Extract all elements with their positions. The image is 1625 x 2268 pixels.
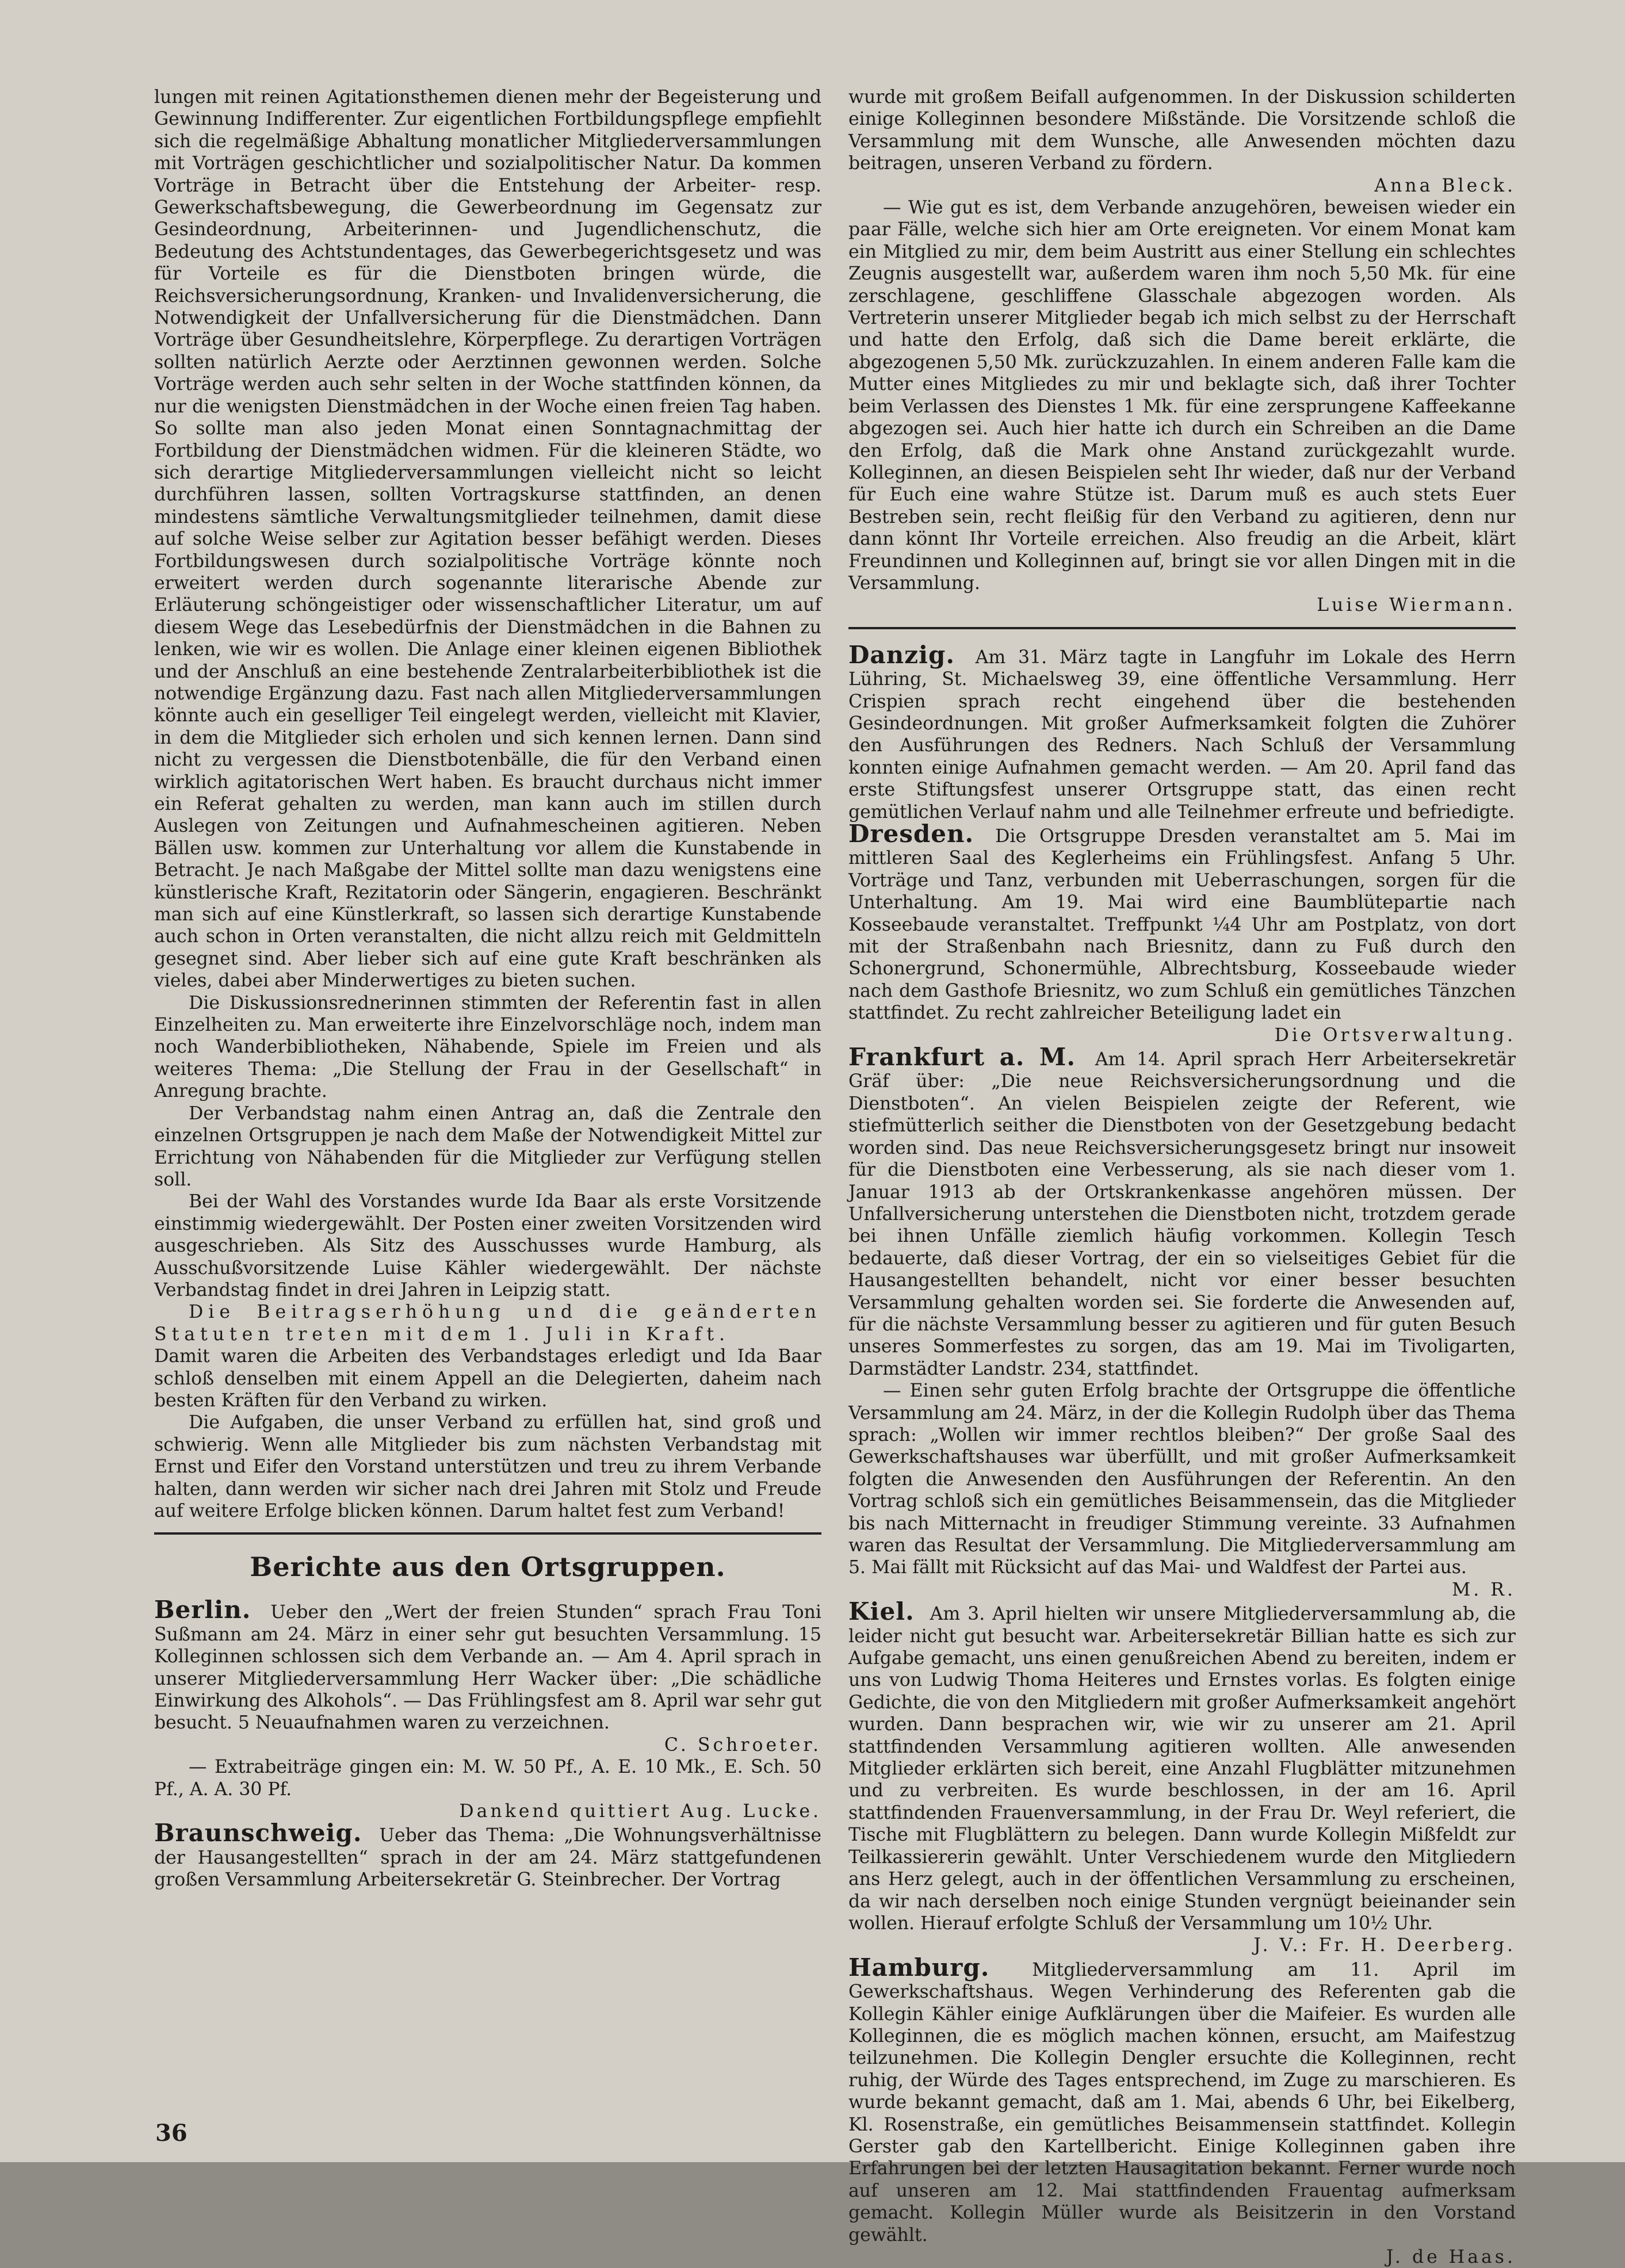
- report-heading: Danzig.: [848, 640, 955, 669]
- report-signature: M. R.: [1451, 1579, 1516, 1600]
- paragraph: Der Verbandstag nahm einen Antrag an, daß die Zentrale den einzelnen Ortsgruppen je nach dem Maße der Notwendigkeit Mittel zur Errichtung von Nähabenden für die Mitglieder zur Verfügung stellen soll.: [154, 1103, 821, 1190]
- report-divider: [848, 627, 1516, 629]
- report-heading: Frankfurt a. M.: [848, 1043, 1076, 1072]
- report-signature: Anna Bleck.: [1374, 175, 1516, 196]
- report-braunschweig: [154, 1819, 821, 1891]
- report-text: Am 14. April sprach Herr Arbeitersekretär Gräf über: „Die neue Reichsversicherungsordnung und die Dienstboten“. An vielen Beispielen zeigte der Referent, wie stiefmütterlich seither die Dienstboten von der Gesetzgebung bedacht worden sind. Das neue Reichsversicherungsgesetz bringt nur insoweit für die Dienstboten eine Verbesserung, als sie nach dieser vom 1. Januar 1913 ab der Ortskrankenkasse angehören müssen. Der Unfallversicherung unterstehen die Dienstboten nicht, trotzdem gerade bei ihnen Unfälle ziemlich häufig vorkommen. Kollegin Tesch bedauerte, daß dieser Vortrag, der ein so vielseitiges Gebiet für die Hausangestellten behandelt, nicht vor einer besser besuchten Versammlung gehalten worden sei. Sie forderte die Anwesenden auf, für die nächste Versammlung besser zu agitieren und für guten Besuch unseres Sommerfestes zu sorgen, das am 19. Mai im Tivoligarten, Darmstädter Landstr. 234, stattfindet.: [848, 1049, 1516, 1379]
- report-heading: Berlin.: [154, 1596, 251, 1624]
- report-text: Ueber den „Wert der freien Stunden“ sprach Frau Toni Sußmann am 24. März in einer sehr gut besuchten Versammlung. 15 Kolleginnen schlossen sich dem Verbande an. — Am 4. April sprach in unserer Mitgliederversammlung Herr Wacker über: „Die schädliche Einwirkung des Alkohols“. — Das Frühlingsfest am 8. April war sehr gut besucht. 5 Neuaufnahmen waren zu verzeichnen.: [154, 1602, 821, 1734]
- left-column: [154, 86, 821, 1891]
- report-frankfurt: [848, 1043, 1516, 1380]
- report-hamburg: [848, 1953, 1516, 2246]
- report-danzig: [848, 640, 1516, 823]
- report-heading: Hamburg.: [848, 1953, 990, 1982]
- report-kiel: [848, 1597, 1516, 1934]
- report-berlin: [154, 1596, 821, 1734]
- report-text: — Einen sehr guten Erfolg brachte der Ortsgruppe die öffentliche Versammlung am 24. März, in der die Kollegin Rudolph über das Thema sprach: „Wollen wir immer rechtlos bleiben?“ Der große Saal des Gewerkschaftshauses war überfüllt, und mit großer Aufmerksamkeit folgten die Anwesenden den Ausführungen der Referentin. An den Vortrag schloß sich ein gemütliches Beisammensein, das die Mitglieder bis nach Mitternacht in freudiger Stimmung vereinte. 33 Aufnahmen waren das Resultat der Versammlung. Die Mitgliederversammlung am 5. Mai fällt mit Rücksicht auf das Mai- und Waldfest der Partei aus.: [848, 1380, 1516, 1578]
- paragraph: — Wie gut es ist, dem Verbande anzugehören, beweisen wieder ein paar Fälle, welche sich hier am Orte ereigneten. Vor einem Monat kam ein Mitglied zu mir, dem beim Austritt aus einer Stellung ein schlechtes Zeugnis ausgestellt war, außerdem waren ihm noch 5,50 Mk. für eine zerschlagene, geschliffene Glasschale abgezogen worden. Als Vertreterin unserer Mitglieder begab ich mich selbst zu der Herrschaft und hatte den Erfolg, daß sich die Dame bereit erklärte, die abgezogenen 5,50 Mk. zurückzuzahlen. In einem anderen Falle kam die Mutter eines Mitgliedes zu mir und beklagte sich, daß ihrer Tochter beim Verlassen des Dienstes 1 Mk. für eine zersprungene Kaffeekanne abgezogen sei. Auch hier hatte ich durch ein Schreiben an die Dame den Erfolg, daß die Mark ohne Anstand zurückgezahlt wurde. Kolleginnen, an diesen Beispielen seht Ihr wieder, daß nur der Verband für Euch eine wahre Stütze ist. Darum muß es auch stets Euer Bestreben sein, recht fleißig für den Verband zu agitieren, denn nur dann könnt Ihr Vorteile erreichen. Also freudig an die Arbeit, klärt Freundinnen und Kolleginnen auf, bringt sie vor allen Dingen mit in die Versammlung.: [848, 197, 1516, 594]
- paragraph: lungen mit reinen Agitationsthemen dienen mehr der Begeisterung und Gewinnung Indifferenter. Zur eigentlichen Fortbildungspflege empfiehlt sich die regelmäßige Abhaltung monatlicher Mitgliederversammlungen mit Vorträgen geschichtlicher und sozialpolitischer Natur. Da kommen Vorträge in Betracht über die Entstehung der Arbeiter- resp. Gewerkschaftsbewegung, die Gewerbeordnung im Gegensatz zur Gesindeordnung, Arbeiterinnen- und Jugendlichenschutz, die Bedeutung des Achtstundentages, das Gewerbegerichtsgesetz und was für Vorteile es für die Dienstboten bringen würde, die Reichsversicherungsordnung, Kranken- und Invalidenversicherung, die Notwendigkeit der Unfallversicherung für die Dienstmädchen. Dann Vorträge über Gesundheitslehre, Körperpflege. Zu derartigen Vorträgen sollten natürlich Aerzte oder Aerztinnen gewonnen werden. Solche Vorträge werden auch sehr selten in der Woche stattfinden können, da nur die wenigsten Dienstmädchen in der Woche einen freien Tag haben. So sollte man also jeden Monat einen Sonntagnachmittag der Fortbildung der Dienstmädchen widmen. Für die kleineren Städte, wo sich derartige Mitgliederversammlungen vielleicht nicht so leicht durchführen lassen, sollten Vortragskurse stattfinden, an denen mindestens sämtliche Verwaltungsmitglieder teilnehmen, damit diese auf solche Weise selber zur Agitation besser befähigt werden. Dieses Fortbildungswesen durch sozialpolitische Vorträge könnte noch erweitert werden durch sogenannte literarische Abende zur Erläuterung schöngeistiger oder wissenschaftlicher Literatur, um auf diesem Wege das Lesebedürfnis der Dienstmädchen in die Bahnen zu lenken, wie wir es wollen. Die Anlage einer kleinen eigenen Bibliothek und der Anschluß an eine bestehende Zentralarbeiterbibliothek ist die notwendige Ergänzung dazu. Fast nach allen Mitgliederversammlungen könnte auch ein geselliger Teil eingelegt werden, vielleicht mit Klavier, in dem die Mitglieder sich erholen und sich kennen lernen. Dann sind nicht zu vergessen die Dienstbotenbälle, die für den Verband einen wirklich agitatorischen Wert haben. Es braucht durchaus nicht immer ein Referat gehalten zu werden, man kann auch im stillen durch Auslegen von Zeitungen und Aufnahmescheinen agitieren. Neben Bällen usw. kommen zur Unterhaltung vor allem die Kunstabende in Betracht. Je nach Maßgabe der Mittel sollte man dazu wenigstens eine künstlerische Kraft, Rezitatorin oder Sängerin, engagieren. Beschränkt man sich auf eine Künstlerkraft, so lassen sich derartige Kunstabende auch schon in Orten veranstalten, die nicht allzu reich mit Geldmitteln gesegnet sind. Aber lieber sich auf eine gute Kraft beschränken als vieles, dabei aber Minderwertiges zu bieten suchen.: [154, 87, 821, 992]
- report-text: Am 31. März tagte in Langfuhr im Lokale des Herrn Lühring, St. Michaelsweg 39, eine öffentliche Versammlung. Herr Crispien sprach recht eingehend über die bestehenden Gesindeordnungen. Mit großer Aufmerksamkeit folgten die Zuhörer den Ausführungen des Redners. Nach Schluß der Versammlung konnten einige Aufnahmen gemacht werden. — Am 20. April fand das erste Stiftungsfest unserer Ortsgruppe statt, das einen recht gemütlichen Verlauf nahm und alle Teilnehmer erfreute und befriedigte.: [848, 647, 1516, 823]
- section-divider: [154, 1532, 821, 1535]
- paragraph: Bei der Wahl des Vorstandes wurde Ida Baar als erste Vorsitzende einstimmig wiedergewählt. Der Posten einer zweiten Vorsitzenden wird ausgeschrieben. Als Sitz des Ausschusses wurde Hamburg, als Ausschußvorsitzende Luise Kähler wiedergewählt. Der nächste Verbandstag findet in drei Jahren in Leipzig statt.: [154, 1191, 821, 1301]
- paragraph: Damit waren die Arbeiten des Verbandstages erledigt und Ida Baar schloß denselben mit einem Appell an die Delegierten, daheim nach besten Kräften für den Verband zu wirken.: [154, 1346, 821, 1411]
- report-heading: Braunschweig.: [154, 1819, 362, 1848]
- paragraph: wurde mit großem Beifall aufgenommen. In der Diskussion schilderten einige Kolleginnen besondere Mißstände. Die Vorsitzende schloß die Versammlung mit dem Wunsche, alle Anwesenden möchten dazu beitragen, unseren Verband zu fördern.: [848, 87, 1516, 174]
- report-signature: Luise Wiermann.: [1317, 595, 1516, 616]
- page-number: 36: [155, 2120, 188, 2147]
- report-text: Mitgliederversammlung am 11. April im Gewerkschaftshaus. Wegen Verhinderung des Referenten gab die Kollegin Kähler einige Aufklärungen über die Maifeier. Es wurden alle Kolleginnen, die es möglich machen können, ersucht, am Maifestzug teilzunehmen. Die Kollegin Dengler ersuchte die Kolleginnen, recht ruhig, der Würde des Tages entsprechend, im Zuge zu marschieren. Es wurde bekannt gemacht, daß am 1. Mai, abends 6 Uhr, bei Eikelberg, Kl. Rosenstraße, ein gemütliches Beisammensein stattfindet. Kollegin Gerster gab den Kartellbericht. Einige Kolleginnen gaben ihre Erfahrungen bei der letzten Hausagitation bekannt. Ferner wurde noch auf unseren am 12. Mai stattfindenden Frauentag aufmerksam gemacht. Kollegin Müller wurde als Beisitzerin in den Vorstand gewählt.: [848, 1959, 1516, 2246]
- paragraph: Die Aufgaben, die unser Verband zu erfüllen hat, sind groß und schwierig. Wenn alle Mitglieder bis zum nächsten Verbandstag mit Ernst und Eifer den Vorstand unterstützen und treu zu ihrem Verbande halten, dann werden wir sicher nach drei Jahren mit Stolz und Freude auf weitere Erfolge blicken können. Darum haltet fest zum Verband!: [154, 1412, 821, 1521]
- report-signature: Die Ortsverwaltung.: [1274, 1024, 1516, 1046]
- report-dresden: [848, 820, 1516, 1024]
- report-signature: Dankend quittiert Aug. Lucke.: [459, 1801, 821, 1822]
- report-signature: J. de Haas.: [1386, 2247, 1516, 2267]
- report-signature: C. Schroeter.: [664, 1734, 821, 1755]
- report-text: Die Ortsgruppe Dresden veranstaltet am 5. Mai im mittleren Saal des Keglerheims ein Frühlingsfest. Anfang 5 Uhr. Vorträge und Tanz, verbunden mit Ueberraschungen, sorgen für die Unterhaltung. Am 19. Mai wird eine Baumblütepartie nach Kosseebaude veranstaltet. Treffpunkt ¼4 Uhr am Postplatz, von dort mit der Straßenbahn nach Briesnitz, dann zu Fuß durch den Schonergrund, Schonermühle, Albrechtsburg, Kosseebaude wieder nach dem Gasthofe Briesnitz, wo zum Schluß ein gemütliches Tänzchen stattfindet. Zu recht zahlreicher Beteiligung ladet ein: [848, 826, 1516, 1024]
- report-heading: Kiel.: [848, 1597, 915, 1626]
- report-signature: J. V.: Fr. H. Deerberg.: [1253, 1935, 1516, 1956]
- report-text: Ueber das Thema: „Die Wohnungsverhältnisse der Hausangestellten“ sprach in der am 24. März stattgefundenen großen Versammlung Arbeitersekretär G. Steinbrecher. Der Vortrag: [154, 1825, 821, 1891]
- right-column: [848, 86, 1516, 2268]
- section-title: Berichte aus den Ortsgruppen.: [250, 1551, 726, 1583]
- paragraph: Die Diskussionsrednerinnen stimmten der Referentin fast in allen Einzelheiten zu. Man erweiterte ihre Einzelvorschläge noch, indem man noch Wanderbibliotheken, Nähabende, Spiele im Freien und als weiteres Thema: „Die Stellung der Frau in der Gesellschaft“ in Anregung brachte.: [154, 992, 821, 1102]
- report-extra: — Extrabeiträge gingen ein: M. W. 50 Pf., A. E. 10 Mk., E. Sch. 50 Pf., A. A. 30 Pf.: [154, 1757, 821, 1800]
- report-heading: Dresden.: [848, 820, 974, 848]
- report-text: Am 3. April hielten wir unsere Mitgliederversammlung ab, die leider nicht gut besucht war. Arbeitersekretär Billian hatte es sich zur Aufgabe gemacht, uns einen genußreichen Abend zu bereiten, indem er uns von Ludwig Thoma Heiteres und Ernstes vorlas. Es folgten einige Gedichte, die von den Mitgliedern mit großer Aufmerksamkeit angehört wurden. Dann besprachen wir, wie wir zu unserer am 21. April stattfindenden Versammlung agitieren wollten. Alle anwesenden Mitglieder erklärten sich bereit, eine Anzahl Flugblätter mitzunehmen und zu verbreiten. Es wurde beschlossen, in der am 16. April stattfindenden Frauenversammlung, in der Frau Dr. Weyl referiert, die Tische mit Flugblättern zu belegen. Dann wurde Kollegin Mißfeldt zur Teilkassiererin gewählt. Unter Verschiedenem wurde den Mitgliedern ans Herz gelegt, auch in der öffentlichen Versammlung zu erscheinen, da wir nach derselben noch einige Stunden vergnügt beieinander sein wollen. Hierauf erfolgte Schluß der Versammlung um 10½ Uhr.: [848, 1604, 1516, 1934]
- paragraph: Die Beitragserhöhung und die geänderten Statuten treten mit dem 1. Juli in Kraft.: [154, 1302, 821, 1345]
